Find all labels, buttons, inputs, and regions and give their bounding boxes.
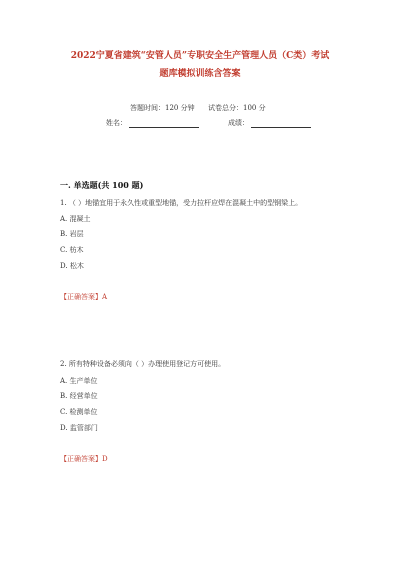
result-field: [228, 118, 311, 128]
section-heading: 一. 单选题(共 100 题): [60, 180, 144, 190]
name-blank-line: [129, 126, 199, 128]
question-option: B. 经营单位: [60, 392, 98, 400]
result-blank-line: [251, 126, 311, 128]
result-label: 成绩：: [228, 119, 249, 127]
exam-title-line-2: 题库模拟训练含答案: [159, 69, 241, 79]
exam-title-line-1: 2022宁夏省建筑“安管人员”专职安全生产管理人员（C类）考试: [70, 51, 330, 61]
question-option: D. 松木: [60, 262, 84, 270]
name-label: 姓名：: [106, 119, 127, 127]
question-option: C. 检测单位: [60, 408, 98, 416]
question-option: A. 生产单位: [60, 377, 98, 385]
correct-answer: 【正确答案】D: [60, 455, 108, 463]
answer-time: 答题时间：120 分钟: [130, 104, 195, 112]
question-stem: 1. （ ）地锚宜用于永久性或重型地锚，受力拉杆应焊在混凝土中的型钢梁上。: [60, 199, 303, 207]
question-option: A. 混凝土: [60, 215, 91, 223]
question-option: B. 岩层: [60, 230, 84, 238]
total-score: 试卷总分：100 分: [208, 104, 266, 112]
correct-answer: 【正确答案】A: [60, 293, 108, 301]
question-option: C. 枋木: [60, 246, 84, 254]
question-stem: 2. 所有特种设备必须向（ ）办理使用登记方可使用。: [60, 360, 226, 368]
question-option: D. 监管部门: [60, 424, 98, 432]
name-field: [106, 118, 199, 128]
